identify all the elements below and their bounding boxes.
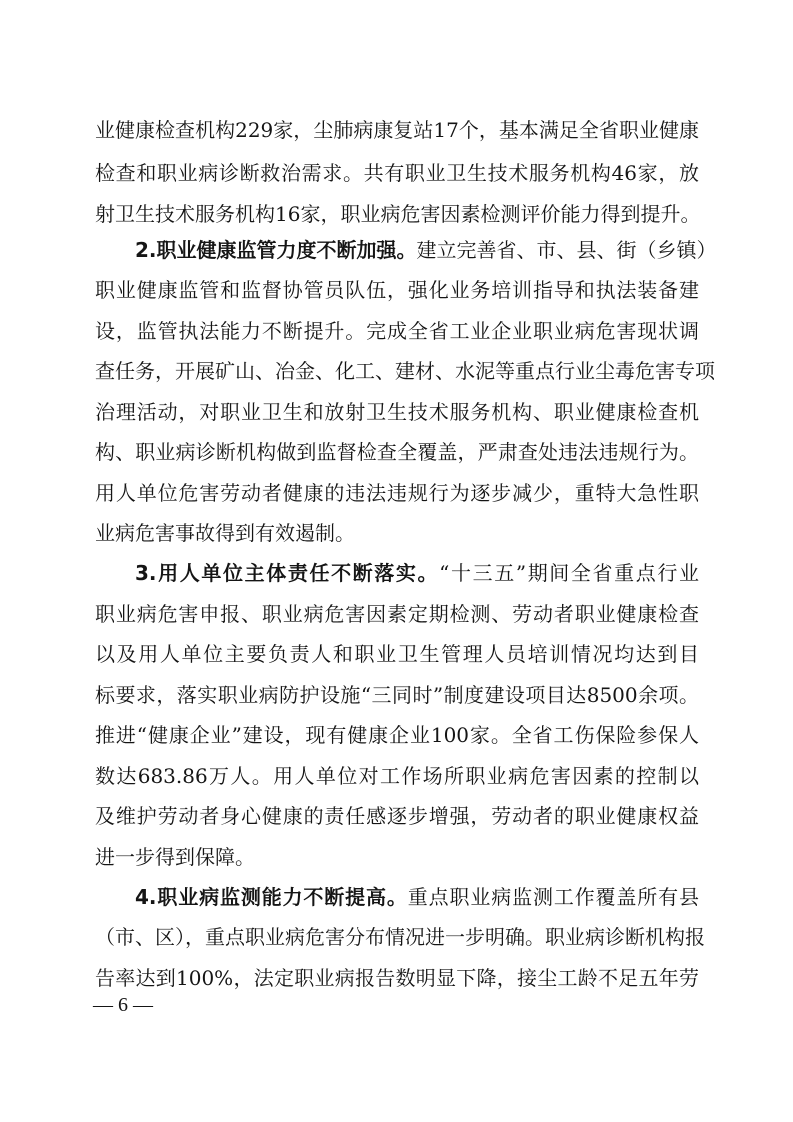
section-4-first-line: 4.职业病监测能力不断提高。重点职业病监测工作覆盖所有县 — [135, 885, 700, 909]
body-line: 职业健康监管和监督协管员队伍，强化业务培训指导和执法装备建 — [95, 278, 699, 302]
section-3-first-line: 3.用人单位主体责任不断落实。“十三五”期间全省重点行业 — [135, 561, 700, 585]
body-line: 推进“健康企业”建设，现有健康企业100家。全省工伤保险参保人 — [95, 723, 699, 747]
body-line: 检查和职业病诊断救治需求。共有职业卫生技术服务机构46家，放 — [95, 161, 699, 185]
body-line: 标要求，落实职业病防护设施“三同时”制度建设项目达8500余项。 — [95, 683, 699, 707]
section-3-heading: 3.用人单位主体责任不断落实。 — [135, 561, 440, 585]
body-line: 告率达到100%，法定职业病报告数明显下降，接尘工龄不足五年劳 — [95, 966, 699, 990]
body-line: 构、职业病诊断机构做到监督检查全覆盖，严肃查处违法违规行为。 — [95, 440, 699, 464]
body-line: 以及用人单位主要负责人和职业卫生管理人员培训情况均达到目 — [95, 642, 699, 666]
body-line: （市、区），重点职业病危害分布情况进一步明确。职业病诊断机构报 — [95, 925, 705, 949]
section-2-heading: 2.职业健康监管力度不断加强。 — [135, 238, 417, 262]
body-line: 数达683.86万人。用人单位对工作场所职业病危害因素的控制以 — [95, 764, 699, 788]
body-line: 用人单位危害劳动者健康的违法违规行为逐步减少，重特大急性职 — [95, 481, 699, 505]
body-line: 治理活动，对职业卫生和放射卫生技术服务机构、职业健康检查机 — [95, 400, 699, 424]
body-line: 射卫生技术服务机构16家，职业病危害因素检测评价能力得到提升。 — [95, 202, 701, 226]
body-line: 业健康检查机构229家，尘肺病康复站17个，基本满足全省职业健康 — [95, 118, 699, 142]
body-line: 查任务，开展矿山、冶金、化工、建材、水泥等重点行业尘毒危害专项 — [95, 359, 715, 383]
body-line: 进一步得到保障。 — [95, 845, 255, 869]
section-4-heading: 4.职业病监测能力不断提高。 — [135, 885, 408, 909]
section-2-first-line: 2.职业健康监管力度不断加强。建立完善省、市、县、街（乡镇） — [135, 238, 717, 262]
page-number: — 6 — — [93, 994, 153, 1016]
body-line: 设，监管执法能力不断提升。完成全省工业企业职业病危害现状调 — [95, 319, 699, 343]
body-line: 职业病危害申报、职业病危害因素定期检测、劳动者职业健康检查 — [95, 602, 699, 626]
body-line: 及维护劳动者身心健康的责任感逐步增强，劳动者的职业健康权益 — [95, 804, 699, 828]
body-line: 业病危害事故得到有效遏制。 — [95, 521, 355, 545]
